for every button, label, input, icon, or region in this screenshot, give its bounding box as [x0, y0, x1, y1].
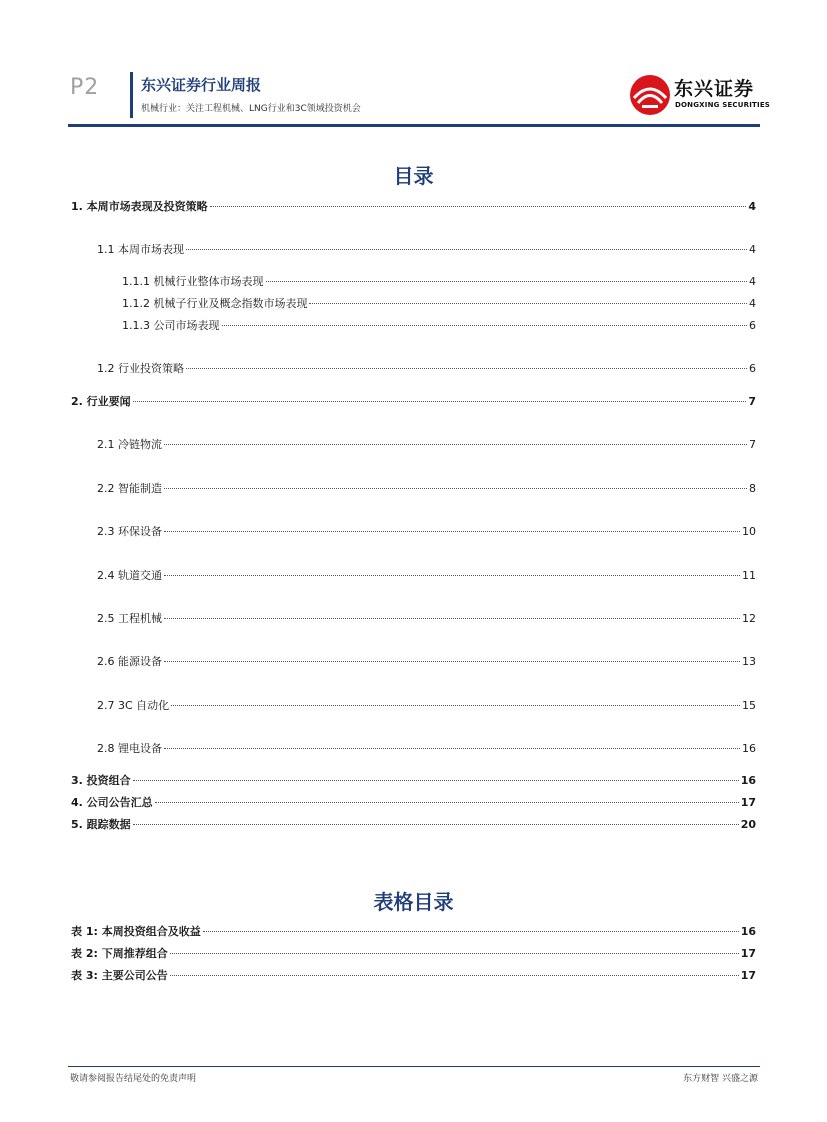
toc-entry[interactable]: 1.1.2 机械子行业及概念指数市场表现 4	[122, 297, 756, 310]
toc-entry[interactable]: 2.3 环保设备 10	[97, 525, 756, 538]
toc-entry[interactable]: 2. 行业要闻 7	[71, 395, 756, 408]
table-toc-entry[interactable]: 表 3: 主要公司公告 17	[71, 969, 756, 982]
table-toc-entry[interactable]: 表 1: 本周投资组合及收益 16	[71, 925, 756, 938]
toc-entry[interactable]: 1.2 行业投资策略 6	[97, 362, 756, 375]
toc-entry[interactable]: 2.6 能源设备 13	[97, 655, 756, 668]
toc-entry[interactable]: 2.1 冷链物流 7	[97, 438, 756, 451]
toc-entry[interactable]: 2.2 智能制造 8	[97, 482, 756, 495]
toc-entry[interactable]: 5. 跟踪数据 20	[71, 818, 756, 831]
footer-slogan: 东方财智 兴盛之源	[683, 1074, 758, 1084]
table-toc-title: 表格目录	[373, 890, 454, 914]
toc-entry[interactable]: 1.1 本周市场表现 4	[97, 243, 756, 256]
toc-entry[interactable]: 4. 公司公告汇总 17	[71, 796, 756, 809]
toc-entry[interactable]: 1. 本周市场表现及投资策略 4	[71, 200, 756, 213]
toc-entry[interactable]: 2.8 锂电设备 16	[97, 742, 756, 755]
header-divider	[130, 72, 133, 118]
toc-entry[interactable]: 2.7 3C 自动化 15	[97, 699, 756, 712]
logo-text-en: DONGXING SECURITIES	[675, 101, 771, 109]
report-title: 东兴证券行业周报	[141, 76, 262, 94]
toc-entry[interactable]: 1.1.3 公司市场表现 6	[122, 319, 756, 332]
footer-rule	[68, 1066, 760, 1067]
report-subtitle: 机械行业：关注工程机械、LNG行业和3C领域投资机会	[141, 104, 361, 114]
table-toc-entry[interactable]: 表 2: 下周推荐组合 17	[71, 947, 756, 960]
page-number: P2	[70, 75, 100, 100]
logo-text: 东兴证券	[674, 78, 755, 100]
toc-entry[interactable]: 2.4 轨道交通 11	[97, 569, 756, 582]
footer-disclaimer: 敬请参阅报告结尾处的免责声明	[70, 1074, 197, 1084]
toc-entry[interactable]: 1.1.1 机械行业整体市场表现 4	[122, 275, 756, 288]
toc-entry[interactable]: 2.5 工程机械 12	[97, 612, 756, 625]
toc-entry[interactable]: 3. 投资组合 16	[71, 774, 756, 787]
toc-title: 目录	[393, 164, 434, 188]
header-rule	[68, 124, 760, 127]
